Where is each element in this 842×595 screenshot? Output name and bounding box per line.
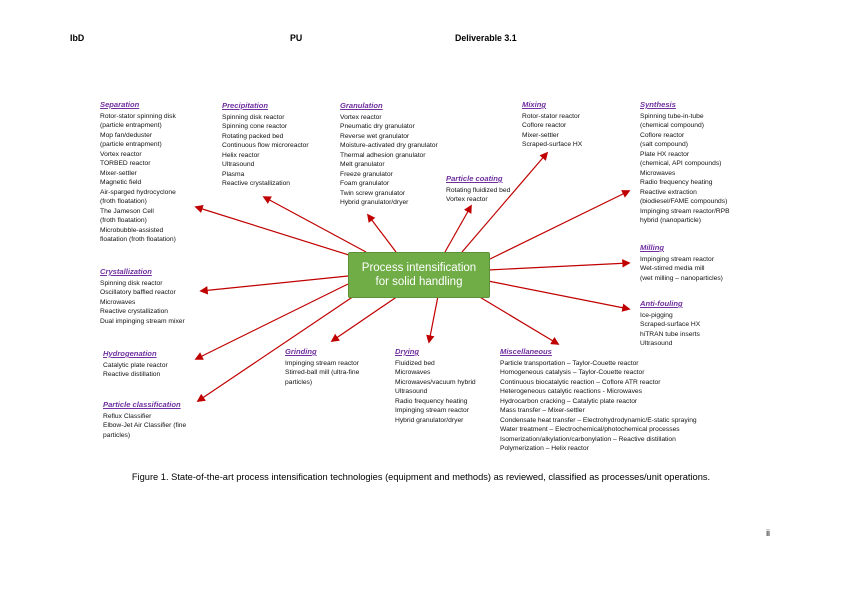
category-title: Synthesis	[640, 100, 676, 109]
category-title: Particle classification	[103, 400, 181, 409]
list-item: particles)	[103, 431, 131, 439]
central-node-label-line2: for solid handling	[375, 276, 463, 288]
list-item: (froth floatation)	[100, 217, 147, 224]
list-item: Homogeneous catalysis – Taylor-Couette reactor	[500, 369, 645, 376]
list-item: Reflux Classifier	[103, 412, 152, 420]
list-item: Reverse wet granulator	[340, 132, 410, 140]
category-list	[285, 359, 359, 388]
list-item: hybrid (nanoparticle)	[640, 217, 701, 224]
category-list	[395, 359, 476, 426]
category-hydrogenation	[103, 349, 168, 380]
list-item: (wet milling – nanoparticles)	[640, 274, 723, 282]
category-particle-classification	[103, 400, 186, 440]
list-item: Reactive crystallization	[222, 180, 291, 187]
list-item: Heterogeneous catalytic reactions - Microwaves	[500, 388, 642, 395]
category-title: Drying	[395, 347, 420, 356]
list-item: Ultrasound	[222, 161, 255, 168]
list-item: (particle entrapment)	[100, 141, 162, 148]
list-item: Plasma	[222, 170, 245, 178]
category-list	[222, 113, 309, 189]
central-node-label-line1: Process intensification	[361, 262, 477, 274]
header-project-id: IbD	[70, 33, 85, 43]
list-item: Vortex reactor	[100, 150, 142, 158]
category-title: Anti-fouling	[640, 299, 683, 308]
list-item: Water treatment – Electrochemical/photochemical processes	[500, 426, 680, 433]
header-deliverable-title: Deliverable 3.1	[455, 33, 517, 43]
list-item: Impinging stream reactor/RPB	[640, 207, 730, 215]
category-granulation	[340, 101, 438, 208]
arrow-to-grinding	[332, 296, 398, 341]
list-item: Spinning tube-in-tube	[640, 112, 704, 120]
list-item: Microwaves	[640, 169, 676, 177]
list-item: Radio frequency heating	[395, 397, 468, 405]
category-list	[100, 112, 176, 245]
arrow-to-granulation	[368, 215, 396, 252]
category-list	[103, 412, 186, 441]
list-item: Stirred-ball mill (ultra-fine	[285, 369, 360, 376]
list-item: Mass transfer – Mixer-settler	[500, 407, 585, 414]
list-item: Mixer-settler	[522, 131, 559, 139]
category-title: Milling	[640, 243, 665, 252]
list-item: Polymerization – Helix reactor	[500, 445, 589, 452]
header-dissemination-level: PU	[290, 33, 303, 43]
list-item: Mixer-settler	[100, 169, 137, 177]
list-item: Ultrasound	[640, 340, 673, 347]
list-item: Microwaves	[100, 298, 136, 306]
list-item: Radio frequency heating	[640, 179, 713, 186]
list-item: Coflore reactor	[522, 122, 567, 129]
list-item: Hybrid granulator/dryer	[395, 416, 464, 424]
category-title: Crystallization	[100, 267, 152, 276]
list-item: Thermal adhesion granulator	[340, 151, 426, 159]
category-particle-coating	[446, 174, 510, 205]
list-item: Oscillatory baffled reactor	[100, 289, 176, 296]
category-list	[522, 112, 582, 150]
category-list	[640, 255, 723, 284]
list-item: Impinging stream reactor	[285, 359, 359, 367]
category-title: Separation	[100, 100, 140, 109]
list-item: Ice-pigging	[640, 311, 673, 319]
list-item: Scraped-surface HX	[640, 321, 701, 328]
list-item: (particle entrapment)	[100, 122, 162, 129]
list-item: Spinning disk reactor	[100, 279, 163, 287]
category-title: Particle coating	[446, 174, 503, 183]
list-item: Reactive extraction	[640, 188, 697, 196]
list-item: Reactive crystallization	[100, 308, 169, 315]
category-list	[340, 113, 438, 208]
list-item: Isomerization/alkylation/carbonylation – Reactive distillation	[500, 435, 676, 443]
list-item: Spinning cone reactor	[222, 123, 288, 130]
list-item: (chemical, API compounds)	[640, 160, 722, 167]
list-item: Hydrocarbon cracking – Catalytic plate reactor	[500, 397, 638, 405]
category-separation	[100, 100, 176, 245]
list-item: Coflore reactor	[640, 131, 685, 139]
list-item: Rotating fluidized bed	[446, 186, 511, 194]
list-item: Continuous biocatalytic reaction – Coflore ATR reactor	[500, 378, 661, 386]
list-item: Pneumatic dry granulator	[340, 123, 415, 130]
list-item: Plate HX reactor	[640, 150, 690, 158]
list-item: particles)	[285, 378, 313, 386]
central-node	[348, 252, 490, 298]
list-item: Vortex reactor	[446, 196, 488, 203]
list-item: Spinning disk reactor	[222, 113, 285, 121]
list-item: floatation (froth floatation)	[100, 236, 176, 243]
list-item: Helix reactor	[222, 151, 260, 159]
list-item: Reactive distillation	[103, 371, 161, 378]
list-item: Ultrasound	[395, 388, 428, 395]
category-title: Hydrogenation	[103, 349, 157, 358]
arrow-to-particle-coating	[445, 206, 471, 252]
category-title: Precipitation	[222, 101, 268, 110]
list-item: Magnetic field	[100, 179, 142, 186]
category-grinding	[285, 347, 359, 387]
list-item: Mop fan/deduster	[100, 131, 153, 139]
list-item: Impinging stream reactor	[395, 407, 469, 414]
list-item: Freeze granulator	[340, 170, 393, 178]
category-list	[103, 361, 168, 380]
arrow-to-drying	[429, 296, 438, 342]
category-list	[100, 279, 185, 327]
category-title: Grinding	[285, 347, 317, 356]
category-list	[500, 359, 697, 454]
list-item: Catalytic plate reactor	[103, 361, 168, 369]
list-item: Wet-stirred media mill	[640, 265, 705, 272]
list-item: (biodiesel/FAME compounds)	[640, 198, 728, 205]
category-anti-fouling	[640, 299, 700, 349]
list-item: Foam granulator	[340, 180, 390, 187]
page-number: ii	[766, 528, 770, 538]
category-milling	[640, 243, 723, 283]
list-item: Twin screw granulator	[340, 189, 406, 197]
list-item: Moisture-activated dry granulator	[340, 142, 438, 149]
list-item: hiTRAN tube inserts	[640, 330, 700, 338]
list-item: Air-sparged hydrocyclone	[100, 188, 176, 196]
list-item: Dual impinging stream mixer	[100, 317, 185, 325]
list-item: Hybrid granulator/dryer	[340, 199, 409, 206]
category-drying	[395, 347, 476, 425]
category-title: Mixing	[522, 100, 547, 109]
list-item: Microwaves	[395, 369, 431, 376]
list-item: Elbow-Jet Air Classifier (fine	[103, 422, 187, 429]
category-mixing	[522, 100, 582, 150]
list-item: The Jameson Cell	[100, 207, 154, 215]
list-item: Microwaves/vacuum hybrid	[395, 378, 476, 386]
arrow-to-crystallization	[201, 276, 348, 291]
category-precipitation	[222, 101, 309, 189]
arrow-to-miscellaneous	[478, 296, 558, 344]
list-item: Rotor-stator reactor	[522, 112, 580, 120]
list-item: TORBED reactor	[100, 160, 151, 167]
list-item: Microbubble-assisted	[100, 226, 164, 234]
list-item: (chemical compound)	[640, 122, 704, 129]
category-title: Miscellaneous	[500, 347, 552, 356]
list-item: Rotor-stator spinning disk	[100, 112, 176, 120]
list-item: Melt granulator	[340, 161, 385, 168]
list-item: Condensate heat transfer – Electrohydrodynamic/E-static spraying	[500, 416, 697, 424]
category-crystallization	[100, 267, 185, 326]
list-item: (salt compound)	[640, 141, 688, 148]
list-item: (froth floatation)	[100, 198, 147, 205]
category-synthesis	[640, 100, 730, 226]
list-item: Scraped-surface HX	[522, 141, 583, 148]
list-item: Continuous flow microreactor	[222, 142, 309, 149]
list-item: Vortex reactor	[340, 113, 382, 121]
list-item: Particle transportation – Taylor-Couette reactor	[500, 359, 639, 367]
category-list	[640, 311, 700, 349]
category-list	[640, 112, 730, 226]
category-title: Granulation	[340, 101, 383, 110]
arrow-to-anti-fouling	[488, 281, 629, 309]
figure-caption: Figure 1. State-of-the-art process intensification technologies (equipment and methods) as reviewed, classified as processes/unit operations.	[131, 472, 711, 482]
category-list	[446, 186, 510, 205]
arrow-to-milling	[488, 263, 629, 270]
list-item: Impinging stream reactor	[640, 255, 714, 263]
category-miscellaneous	[500, 347, 697, 454]
list-item: Fluidized bed	[395, 359, 435, 367]
list-item: Rotating packed bed	[222, 132, 284, 140]
